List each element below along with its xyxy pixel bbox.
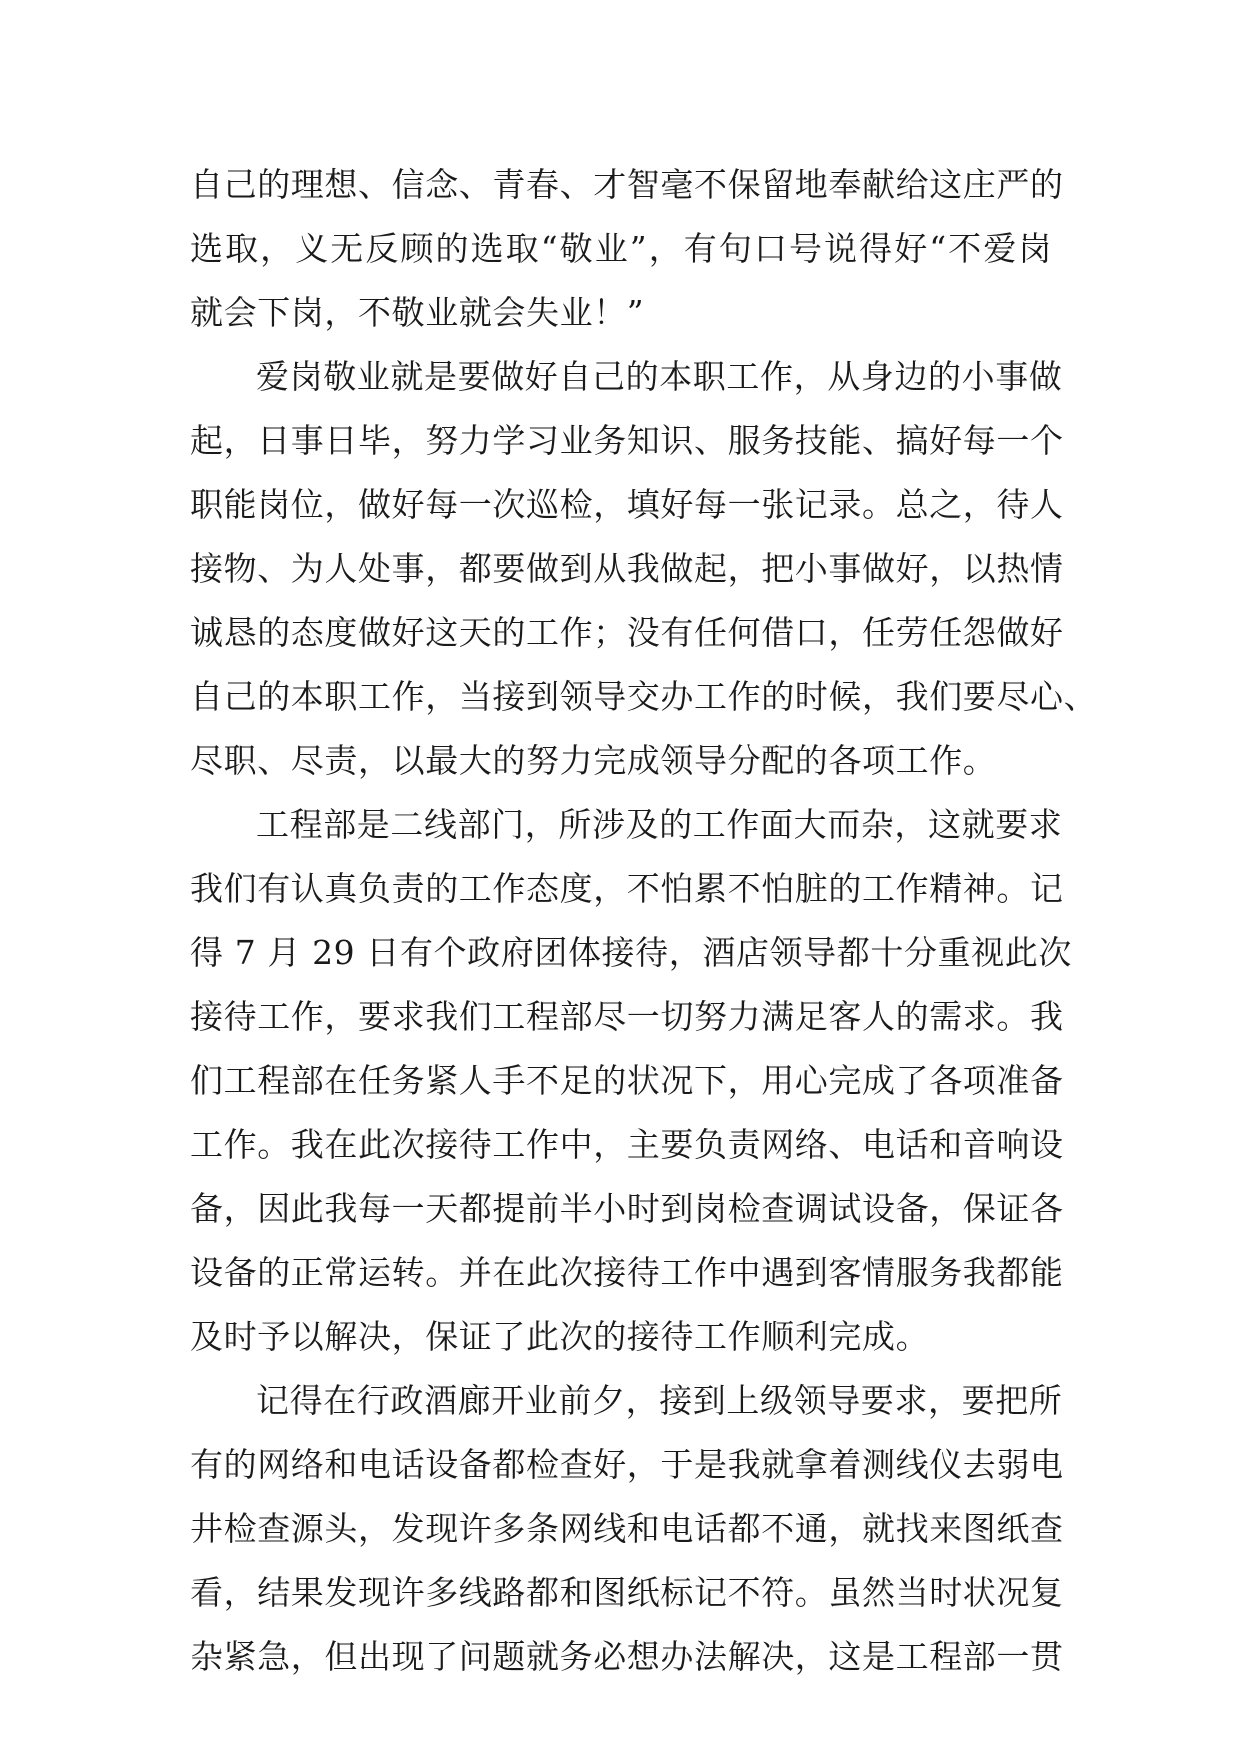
paragraph-2 [190, 345, 1098, 793]
document-body [190, 153, 1098, 1689]
text-line: 有的网络和电话设备都检查好，于是我就拿着测线仪去弱电 [190, 1445, 1064, 1484]
text-line: 设备的正常运转。并在此次接待工作中遇到客情服务我都能 [190, 1253, 1064, 1292]
text-line: 自己的理想、信念、青春、才智毫不保留地奉献给这庄严的 [190, 165, 1064, 204]
text-line: 看，结果发现许多线路都和图纸标记不符。虽然当时状况复 [190, 1573, 1064, 1612]
paragraph-1 [190, 153, 1064, 345]
text-line: 记得在行政酒廊开业前夕，接到上级领导要求，要把所 [256, 1381, 1063, 1420]
text-line: 起，日事日毕，努力学习业务知识、服务技能、搞好每一个 [190, 421, 1064, 460]
text-line: 井检查源头，发现许多条网线和电话都不通，就找来图纸查 [190, 1509, 1064, 1548]
text-line: 尽职、尽责，以最大的努力完成领导分配的各项工作。 [190, 741, 997, 780]
text-line: 我们有认真负责的工作态度，不怕累不怕脏的工作精神。记 [190, 869, 1064, 908]
text-line: 自己的本职工作，当接到领导交办工作的时候，我们要尽心、 [190, 677, 1098, 716]
text-line: 工程部是二线部门，所涉及的工作面大而杂，这就要求 [256, 805, 1063, 844]
text-line: 备，因此我每一天都提前半小时到岗检查调试设备，保证各 [190, 1189, 1064, 1228]
text-line: 接待工作，要求我们工程部尽一切努力满足客人的需求。我 [190, 997, 1064, 1036]
text-line: 选取，义无反顾的选取“敬业”，有句口号说得好“不爱岗 [190, 229, 1052, 268]
text-line: 及时予以解决，保证了此次的接待工作顺利完成。 [190, 1317, 930, 1356]
text-line: 诚恳的态度做好这天的工作；没有任何借口，任劳任怨做好 [190, 613, 1064, 652]
text-line: 就会下岗，不敬业就会失业！” [190, 293, 645, 332]
paragraph-4 [190, 1369, 1064, 1689]
text-line: 杂紧急，但出现了问题就务必想办法解决，这是工程部一贯 [190, 1637, 1064, 1676]
paragraph-3 [190, 793, 1072, 1369]
text-line: 职能岗位，做好每一次巡检，填好每一张记录。总之，待人 [190, 485, 1064, 524]
text-line: 得 7 月 29 日有个政府团体接待，酒店领导都十分重视此次 [190, 933, 1072, 972]
text-line: 们工程部在任务紧人手不足的状况下，用心完成了各项准备 [190, 1061, 1064, 1100]
text-line: 工作。我在此次接待工作中，主要负责网络、电话和音响设 [190, 1125, 1064, 1164]
text-line: 接物、为人处事，都要做到从我做起，把小事做好，以热情 [190, 549, 1064, 588]
text-line: 爱岗敬业就是要做好自己的本职工作，从身边的小事做 [256, 357, 1063, 396]
